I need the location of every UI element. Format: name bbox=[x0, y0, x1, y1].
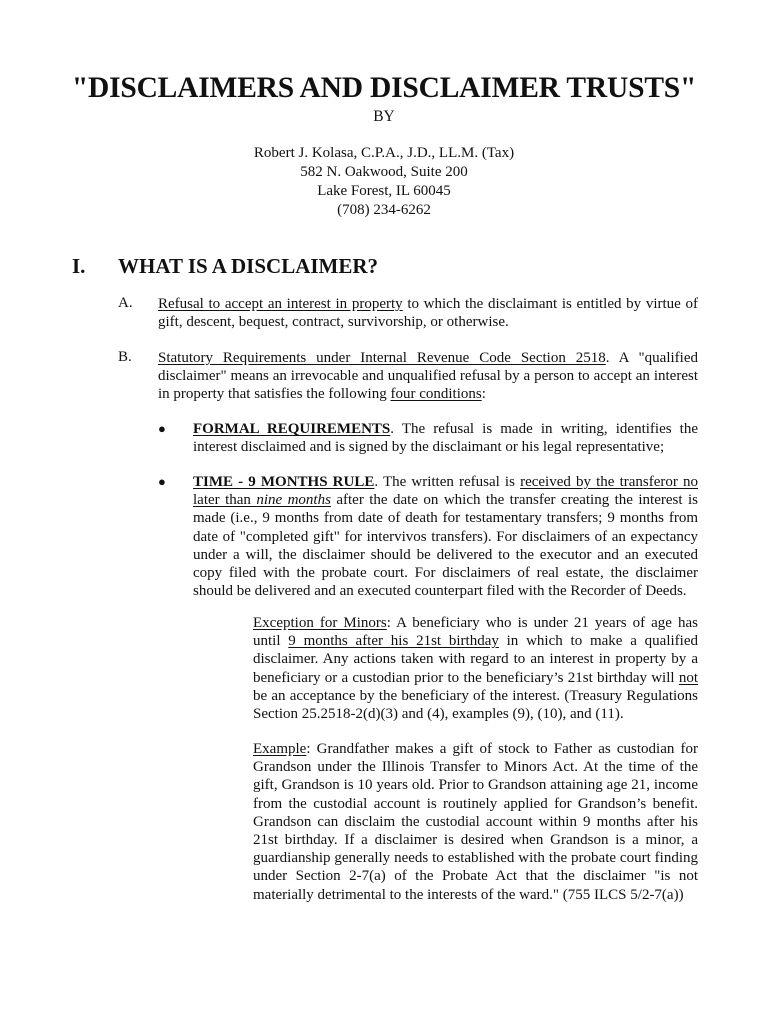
example-paragraph bbox=[253, 740, 698, 904]
bullet-dot-1: ● bbox=[158, 421, 166, 436]
exception-lead: Exception for Minors bbox=[253, 615, 387, 631]
exception-paragraph bbox=[253, 614, 698, 723]
item-a-lead: Refusal to accept an interest in property bbox=[158, 296, 403, 312]
bullet-text-time-2: after the date on which the transfer creating the interest is made (i.e., 9 months from date of death for testamentary transfers; 9 months from date of "completed gift" for intervivos transfers). For disclaimers of an expectancy under a will, the disclaimer should be delivered to the executor and an executed copy filed with the probate court. For disclaimers of real estate, the disclaimer should be delivered and an executed counterpart filed with the Recorder of Deeds. bbox=[193, 492, 698, 600]
author-name: Robert J. Kolasa, C.P.A., J.D., LL.M. (Tax) bbox=[253, 145, 515, 161]
exception-not: not bbox=[678, 669, 698, 686]
bullet-paragraph-formal bbox=[193, 420, 698, 456]
item-b-text2: : bbox=[481, 386, 486, 403]
item-a-paragraph bbox=[158, 295, 698, 331]
author-block bbox=[0, 144, 768, 220]
item-b-lead: Statutory Requirements under Internal Revenue Code Section 2518 bbox=[158, 350, 606, 366]
item-b-conditions: four conditions bbox=[390, 386, 482, 403]
bullet-lead-time: TIME - 9 MONTHS RULE bbox=[193, 474, 375, 490]
bullet-underline-time: received by the transferor no later than bbox=[193, 474, 698, 509]
author-street: 582 N. Oakwood, Suite 200 bbox=[300, 164, 468, 180]
item-a-text: to which the disclaimant is entitled by virtue of gift, descent, bequest, contract, survivorship, or otherwise. bbox=[158, 296, 698, 331]
bullet-text-time-1: . The written refusal is bbox=[374, 474, 521, 490]
exception-text-1: : A beneficiary who is under 21 years of age has until bbox=[253, 615, 699, 650]
section-title: WHAT IS A DISCLAIMER? bbox=[118, 254, 379, 278]
item-b-text1: . A "qualified disclaimer" means an irrevocable and unqualified refusal by a person to accept an interest in property that satisfies the following bbox=[158, 350, 698, 403]
item-b-paragraph bbox=[158, 349, 698, 404]
bullet-dot-2: ● bbox=[158, 474, 166, 489]
bullet-underline-nine-months: nine months bbox=[256, 492, 331, 509]
item-a-label: A. bbox=[118, 295, 133, 311]
example-text: : Grandfather makes a gift of stock to Father as custodian for Grandson under the Illinois Transfer to Minors Act. At the time of the gift, Grandson is 10 years old. Prior to Grandson attaining age 21, income from the custodial account is routinely applied for Grandson’s benefit. Grandson can disclaim the custodial account within 9 months after his 21st birthday. If a disclaimer is desired when Grandson is a minor, a guardianship generally needs to established with the probate court finding under Section 2-7(a) of the Probate Act that the disclaimer "is not materially detrimental to the interests of the ward." (755 ILCS 5/2-7(a)) bbox=[253, 741, 698, 903]
exception-text-2: in which to make a qualified disclaimer. Any actions taken with regard to an interest in property by a beneficiary or a custodian prior to the beneficiary’s 21st birthday will bbox=[253, 633, 698, 686]
author-city: Lake Forest, IL 60045 bbox=[317, 183, 451, 199]
by-line: BY bbox=[373, 108, 395, 125]
bullet-text-formal: . The refusal is made in writing, identifies the interest disclaimed and is signed by the disclaimant or his legal representative; bbox=[193, 421, 698, 456]
bullet-lead-formal: FORMAL REQUIREMENTS bbox=[193, 421, 391, 437]
exception-underline: 9 months after his 21st birthday bbox=[288, 633, 499, 650]
author-phone: (708) 234-6262 bbox=[337, 202, 431, 218]
section-number: I. bbox=[72, 254, 86, 278]
example-lead: Example bbox=[253, 741, 307, 757]
document-title: "DISCLAIMERS AND DISCLAIMER TRUSTS" bbox=[71, 72, 697, 104]
exception-text-3: be an acceptance by the beneficiary of the interest. (Treasury Regulations Section 25.2518-2(d)(3) and (4), examples (9), (10), and (11). bbox=[253, 687, 698, 723]
bullet-paragraph-time bbox=[193, 473, 698, 600]
item-b-label: B. bbox=[118, 349, 132, 365]
